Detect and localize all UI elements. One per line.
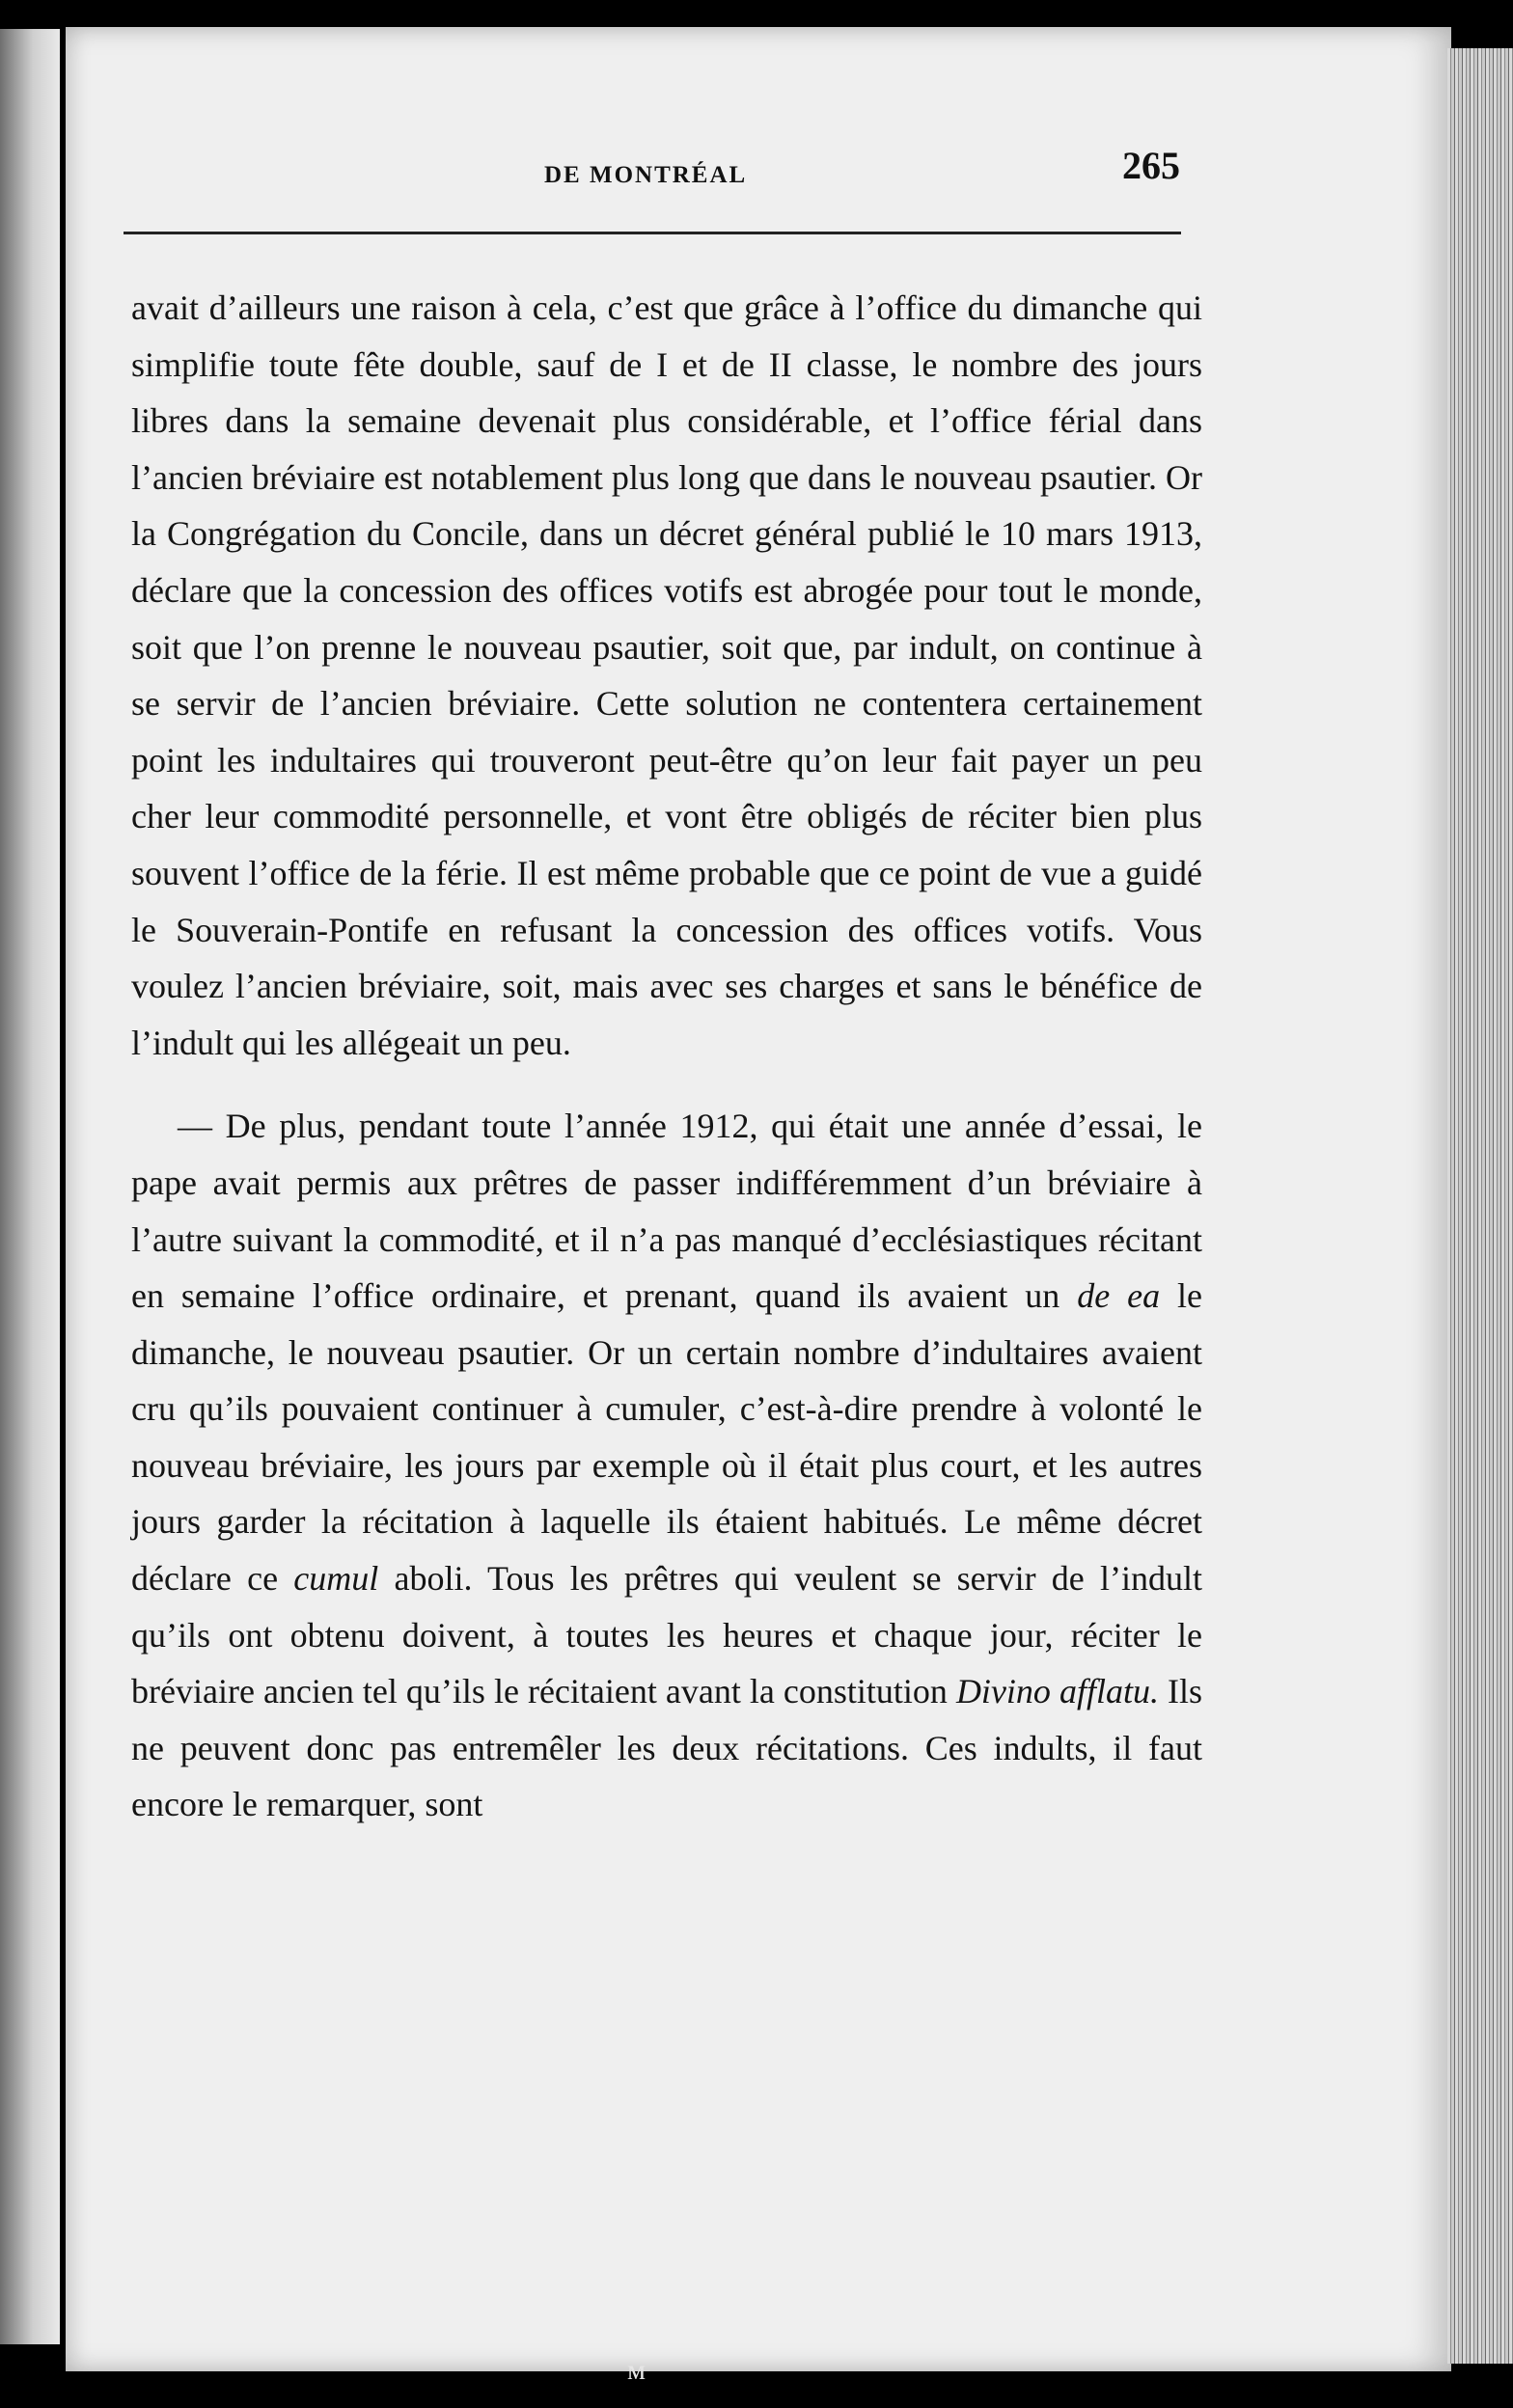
italic-de-ea: de ea <box>1077 1276 1161 1316</box>
footer-mark: ᴍ <box>627 2354 646 2386</box>
paragraph-2-text-c: aboli. Tous les prêtres qui veulent se servir de l’indult qu’ils ont obtenu doivent, à toutes les heures et chaque jour, réciter le bréviaire ancien tel qu’ils le récitaient avant la constitution <box>131 1559 1202 1711</box>
page-number: 265 <box>1122 144 1180 187</box>
paragraph-2-text-d: Ils ne peuvent donc pas entremêler les deux récitations. Ces indults, il faut encore le remarquer, sont <box>131 1672 1202 1824</box>
header-rule <box>124 232 1181 234</box>
paragraph-2 <box>131 1098 1202 1833</box>
body-text <box>131 280 1202 1833</box>
running-head: DE MONTRÉAL <box>544 162 748 188</box>
page-stack-edges <box>1447 48 1513 2364</box>
italic-divino-afflatu: Divino afflatu. <box>955 1672 1159 1711</box>
paragraph-2-text-a: — De plus, pendant toute l’année 1912, qui était une année d’essai, le pape avait permis aux prêtres de passer indifféremment d’un bréviaire à l’autre suivant la commodité, et il n’a pas manqué d’ecclésiastiques récitant en semaine l’office ordinaire, et prenant, quand ils avaient un <box>131 1107 1202 1316</box>
paragraph-1: avait d’ailleurs une raison à cela, c’est que grâce à l’office du dimanche qui simplifie toute fête double, sauf de I et de II classe, le nombre des jours libres dans la semaine devenait plus considérable, et l’office férial dans l’ancien bréviaire est notablement plus long que dans le nouveau psautier. Or la Congrégation du Concile, dans un décret général publié le 10 mars 1913, déclare que la concession des offices votifs est abrogée pour tout le monde, soit que l’on prenne le nouveau psautier, soit que, par indult, on continue à se servir de l’ancien bréviaire. Cette solution ne contentera certainement point les indultaires qui trouveront peut-être qu’on leur fait payer un peu cher leur commodité personnelle, et vont être obligés de réciter bien plus souvent l’office de la férie. Il est même probable que ce point de vue a guidé le Souverain-Pontife en refusant la concession des offices votifs. Vous voulez l’ancien bréviaire, soit, mais avec ses charges et sans le bénéfice de l’indult qui les allégeait un peu. <box>131 288 1202 1062</box>
italic-cumul: cumul <box>293 1559 379 1599</box>
facing-page-edge <box>0 29 60 2344</box>
paragraph-2-text-b: le dimanche, le nouveau psautier. Or un certain nombre d’indultaires avaient cru qu’ils pouvaient continuer à cumuler, c’est-à-dire prendre à volonté le nouveau bréviaire, les jours par exemple où il était plus court, et les autres jours garder la récitation à laquelle ils étaient habitués. Le même décret déclare ce <box>131 1276 1203 1599</box>
